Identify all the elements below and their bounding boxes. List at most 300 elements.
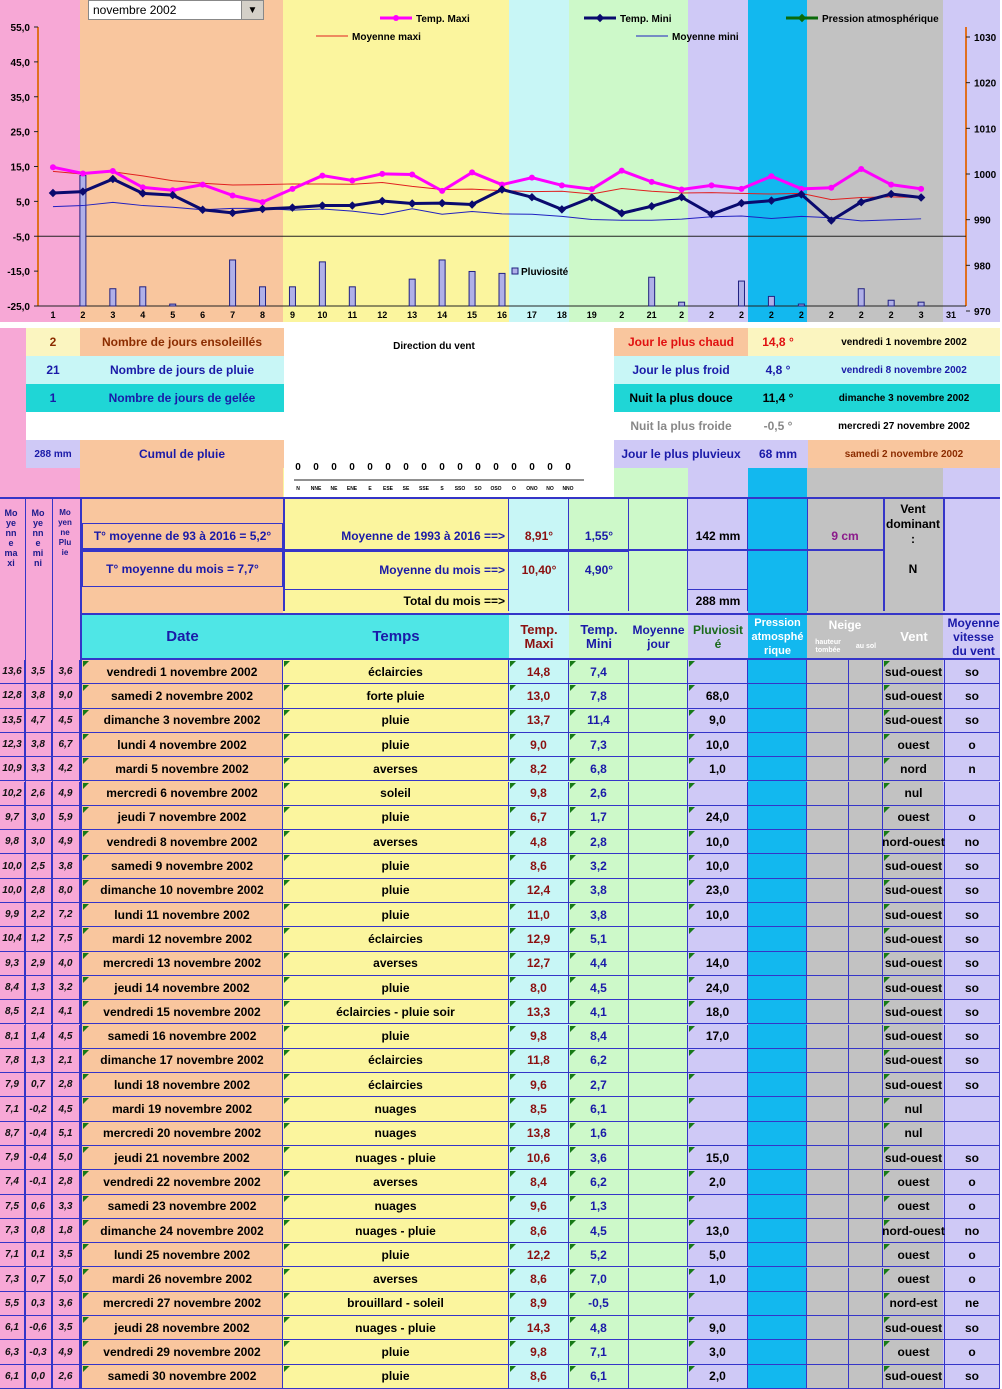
cell-text: no <box>964 834 980 849</box>
cell-nh <box>807 903 849 926</box>
comment-marker <box>570 734 576 740</box>
comment-marker <box>284 661 290 667</box>
cell-text: dimanche 24 novembre 2002 <box>100 1223 264 1238</box>
table-row <box>0 976 1000 1000</box>
wind-count: 0 <box>511 462 517 473</box>
cell-text: brouillard - soleil <box>347 1296 444 1311</box>
cell-text: 6,1 <box>590 1369 607 1384</box>
cell-tmax <box>509 733 569 756</box>
wind-dir-label: SSE <box>418 486 430 492</box>
comment-marker <box>284 1317 290 1323</box>
cell-text: mardi 19 novembre 2002 <box>111 1102 253 1117</box>
cell-pr <box>748 830 807 853</box>
cell-text: jeudi 7 novembre 2002 <box>117 810 247 825</box>
cell-ns <box>849 1000 883 1023</box>
cell-tmax <box>509 952 569 975</box>
cell-mp <box>52 806 80 829</box>
cell-mx <box>0 733 25 756</box>
table-row <box>0 1219 1000 1243</box>
cell-vent <box>883 1219 945 1242</box>
cell-date <box>82 1292 283 1315</box>
cell-text: so <box>964 1029 979 1044</box>
wind-count: 0 <box>547 462 553 473</box>
comment-marker <box>510 1074 516 1080</box>
cell-ns <box>849 733 883 756</box>
comment-marker <box>884 953 890 959</box>
cell-pr <box>748 757 807 780</box>
cell-pr <box>748 1000 807 1023</box>
legend-rain-marker <box>512 268 518 274</box>
cell-pr <box>748 660 807 683</box>
cell-text: 0,7 <box>31 1079 45 1091</box>
wind-dir-label: NO <box>546 486 554 492</box>
comment-marker <box>884 928 890 934</box>
cell-mn <box>25 1146 52 1169</box>
cell-date <box>82 927 283 950</box>
comment-marker <box>570 1244 576 1250</box>
cell-text: sud-ouest <box>884 1029 943 1044</box>
coldest-label: Jour le plus froid <box>614 356 748 384</box>
wind-panel <box>284 328 614 498</box>
comment-marker <box>570 1196 576 1202</box>
cell-text: 13,0 <box>705 1223 730 1238</box>
cell-mx <box>0 1365 25 1388</box>
cell-nh <box>807 1146 849 1169</box>
comment-marker <box>510 1317 516 1323</box>
cell-text: 3,8 <box>590 883 607 898</box>
comment-marker <box>689 1269 695 1275</box>
cell-temps <box>283 854 509 877</box>
cell-nh <box>807 1219 849 1242</box>
cell-mp <box>52 927 80 950</box>
y2-tick-label: 1030 <box>974 33 997 44</box>
cell-ns <box>849 927 883 950</box>
cell-mp <box>52 1316 80 1339</box>
wind-count: 0 <box>439 462 445 473</box>
cell-date <box>82 733 283 756</box>
cell-tmax <box>509 1243 569 1266</box>
cell-nh <box>807 830 849 853</box>
moy93-pluie: 142 mm <box>695 529 741 543</box>
cell-text: 1,4 <box>31 1030 45 1042</box>
cell-pr <box>748 1170 807 1193</box>
cell-mj <box>629 782 688 805</box>
cell-date <box>82 952 283 975</box>
cell-text: 4,5 <box>590 1223 607 1238</box>
cell-text: jeudi 21 novembre 2002 <box>114 1150 250 1165</box>
cell-pl <box>688 952 748 975</box>
cell-text: 13,6 <box>2 666 22 678</box>
cell-mj <box>629 1097 688 1120</box>
cell-text: so <box>964 1004 979 1019</box>
comment-marker <box>284 1220 290 1226</box>
cell-text: so <box>964 1369 979 1384</box>
cell-temps <box>283 733 509 756</box>
legend-label: Temp. Mini <box>620 14 672 25</box>
cell-text: 12,7 <box>526 956 551 971</box>
stat-sunny-label: Nombre de jours ensoleillés <box>80 328 284 356</box>
cell-text: 11,0 <box>527 907 550 922</box>
comment-marker <box>689 807 695 813</box>
cell-pl <box>688 1219 748 1242</box>
cell-pl <box>688 806 748 829</box>
wind-dir-label: S <box>440 486 444 492</box>
cell-text: 2,8 <box>58 1079 73 1091</box>
x-tick-label: 16 <box>496 310 508 320</box>
cell-text: 1,8 <box>58 1225 73 1237</box>
cell-text: ouest <box>897 1247 930 1262</box>
comment-marker <box>284 1147 290 1153</box>
summary-vline2 <box>508 499 509 611</box>
cell-text: 3,6 <box>58 1297 73 1309</box>
tmax-point <box>110 168 116 174</box>
comment-marker <box>689 734 695 740</box>
cell-text: 4,1 <box>58 1006 73 1018</box>
cell-temps <box>283 1268 509 1291</box>
cell-text: 5,0 <box>58 1273 73 1285</box>
cell-ns <box>849 782 883 805</box>
x-tick-label: 12 <box>377 310 388 320</box>
comment-marker <box>510 783 516 789</box>
cell-ns <box>849 709 883 732</box>
cell-ns <box>849 1340 883 1363</box>
cell-text: 6,2 <box>590 1053 607 1068</box>
cell-text: jeudi 28 novembre 2002 <box>114 1320 250 1335</box>
cell-text: mercredi 6 novembre 2002 <box>106 786 258 801</box>
cell-vent <box>883 830 945 853</box>
comment-marker <box>689 1026 695 1032</box>
cell-nh <box>807 660 849 683</box>
cell-nh <box>807 1340 849 1363</box>
legend-label: Pression atmosphérique <box>822 14 939 25</box>
cell-text: 15,0 <box>705 1150 730 1165</box>
cell-pl <box>688 1340 748 1363</box>
cell-pl <box>688 830 748 853</box>
wind-count: 0 <box>403 462 409 473</box>
cell-ns <box>849 1292 883 1315</box>
cell-text: mardi 5 novembre 2002 <box>115 761 249 776</box>
cell-mn <box>25 952 52 975</box>
comment-marker <box>570 1341 576 1347</box>
comment-marker <box>510 1123 516 1129</box>
rain-bar <box>140 287 146 306</box>
cell-text: 7,1 <box>5 1249 19 1261</box>
cell-text: nul <box>904 786 923 801</box>
comment-marker <box>83 661 89 667</box>
wind-dir-label: O <box>512 486 516 492</box>
comment-marker <box>689 1366 695 1372</box>
cell-vit <box>945 757 1000 780</box>
cell-date <box>82 1122 283 1145</box>
cell-text: 3,8 <box>590 907 607 922</box>
cell-date <box>82 854 283 877</box>
cell-mp <box>52 1146 80 1169</box>
cell-text: 0,8 <box>31 1225 45 1237</box>
wind-dir-label: SSO <box>454 486 466 492</box>
cell-text: 5,5 <box>5 1297 19 1309</box>
summary-vline1 <box>283 499 285 611</box>
cell-text: -0,6 <box>29 1322 47 1334</box>
rain-bar <box>439 260 445 306</box>
cell-temps <box>283 830 509 853</box>
cell-mp <box>52 709 80 732</box>
wind-dir-label: ENE <box>346 486 358 492</box>
cell-text: pluie <box>381 859 410 874</box>
cell-pr <box>748 1365 807 1388</box>
comment-marker <box>884 1196 890 1202</box>
cell-tmax <box>509 806 569 829</box>
cell-text: 3,0 <box>31 836 45 848</box>
cell-mn <box>25 1170 52 1193</box>
cell-ns <box>849 806 883 829</box>
tmin-point <box>438 199 446 207</box>
x-tick-label: 3 <box>110 310 116 320</box>
comment-marker <box>83 758 89 764</box>
comment-marker <box>689 1074 695 1080</box>
x-tick-label: 8 <box>260 310 266 320</box>
cell-text: 7,8 <box>5 1054 19 1066</box>
comment-marker <box>570 1026 576 1032</box>
cell-text: ne <box>964 1296 979 1311</box>
cell-text: averses <box>373 761 418 776</box>
table-row <box>0 684 1000 708</box>
cell-text: pluie <box>381 1029 410 1044</box>
stat-frost-label: Nombre de jours de gelée <box>80 384 284 412</box>
tmax-point <box>319 173 325 179</box>
cell-mx <box>0 1170 25 1193</box>
cell-text: pluie <box>381 1369 410 1384</box>
cell-temps <box>283 1195 509 1218</box>
cell-temps <box>283 1122 509 1145</box>
comment-marker <box>510 1098 516 1104</box>
cell-text: dimanche 10 novembre 2002 <box>100 883 264 898</box>
rain-bar <box>768 296 774 306</box>
comment-marker <box>83 1074 89 1080</box>
cell-mp <box>52 1073 80 1096</box>
comment-marker <box>284 1269 290 1275</box>
cell-pr <box>748 1243 807 1266</box>
cell-mx <box>0 1025 25 1048</box>
cell-text: samedi 16 novembre 2002 <box>107 1029 257 1044</box>
cell-mn <box>25 830 52 853</box>
wind-dir-label: SE <box>402 486 410 492</box>
cell-text: 14,0 <box>705 956 730 971</box>
comment-marker <box>510 1171 516 1177</box>
cell-text: sud-ouest <box>884 1150 943 1165</box>
wind-count: 0 <box>457 462 463 473</box>
cell-text: 10,4 <box>2 933 22 945</box>
comment-marker <box>570 1293 576 1299</box>
cell-text: mercredi 20 novembre 2002 <box>102 1126 262 1141</box>
comment-marker <box>284 1098 290 1104</box>
cell-text: mercredi 13 novembre 2002 <box>102 956 262 971</box>
cell-mp <box>52 684 80 707</box>
cell-text: pluie <box>381 1345 410 1360</box>
comment-marker <box>570 783 576 789</box>
table-row <box>0 709 1000 733</box>
cell-tmin <box>569 1097 629 1120</box>
comment-marker <box>510 1147 516 1153</box>
cell-text: 4,9 <box>58 836 73 848</box>
table-row <box>0 854 1000 878</box>
comment-marker <box>570 1001 576 1007</box>
cell-mj <box>629 952 688 975</box>
cell-text: 8,4 <box>590 1029 607 1044</box>
cell-mn <box>25 927 52 950</box>
summary-vline5 <box>687 499 688 611</box>
table-row <box>0 1097 1000 1121</box>
cell-ns <box>849 1122 883 1145</box>
cell-temps <box>283 709 509 732</box>
chevron-down-icon[interactable]: ▼ <box>241 1 263 19</box>
cell-date <box>82 879 283 902</box>
tmax-point <box>80 170 86 176</box>
cell-vent <box>883 1097 945 1120</box>
cell-vit <box>945 684 1000 707</box>
cell-text: nuages - pluie <box>355 1320 436 1335</box>
comment-marker <box>689 1098 695 1104</box>
comment-marker <box>570 1269 576 1275</box>
cell-text: 5,1 <box>590 931 607 946</box>
cell-text: nord-ouest <box>882 1223 945 1238</box>
cell-text: 8,6 <box>530 859 547 874</box>
cell-tmin <box>569 1195 629 1218</box>
cell-pl <box>688 1000 748 1023</box>
cell-pl <box>688 684 748 707</box>
cell-text: sud-ouest <box>884 931 943 946</box>
cell-text: ouest <box>897 1272 930 1287</box>
cell-mj <box>629 927 688 950</box>
header-au-sol: au sol <box>855 643 877 650</box>
table-row <box>0 1073 1000 1097</box>
cell-nh <box>807 1268 849 1291</box>
cell-text: 7,1 <box>590 1345 607 1360</box>
cell-date <box>82 1025 283 1048</box>
tmax-point <box>918 186 924 192</box>
wind-dir-label: NNE <box>310 486 322 492</box>
hottest-value: 14,8 ° <box>748 328 808 356</box>
comment-marker <box>83 1293 89 1299</box>
comment-marker <box>884 1147 890 1153</box>
cell-mn <box>25 806 52 829</box>
cell-ns <box>849 830 883 853</box>
cell-mp <box>52 1219 80 1242</box>
comment-marker <box>510 1196 516 1202</box>
cell-text: -0,1 <box>29 1176 47 1188</box>
comment-marker <box>284 1366 290 1372</box>
cell-text: 9,9 <box>5 909 19 921</box>
comment-marker <box>884 1098 890 1104</box>
comment-marker <box>570 1317 576 1323</box>
cell-ns <box>849 879 883 902</box>
cell-text: averses <box>373 834 418 849</box>
cell-nh <box>807 806 849 829</box>
cell-tmin <box>569 757 629 780</box>
comment-marker <box>510 1220 516 1226</box>
month-select[interactable] <box>88 0 264 20</box>
cell-text: 2,5 <box>31 860 45 872</box>
cell-nh <box>807 1195 849 1218</box>
cell-text: dimanche 17 novembre 2002 <box>100 1053 264 1068</box>
comment-marker <box>884 685 890 691</box>
cell-text: 2,2 <box>31 909 45 921</box>
cell-mj <box>629 1025 688 1048</box>
comment-marker <box>510 904 516 910</box>
cell-mn <box>25 976 52 999</box>
cell-mx <box>0 854 25 877</box>
cell-mj <box>629 1146 688 1169</box>
cell-vit <box>945 1219 1000 1242</box>
cell-pr <box>748 1316 807 1339</box>
comment-marker <box>689 831 695 837</box>
cell-temps <box>283 757 509 780</box>
cell-vit <box>945 927 1000 950</box>
cell-text: 2,7 <box>590 1077 607 1092</box>
wind-count: 0 <box>295 462 301 473</box>
cell-tmax <box>509 1097 569 1120</box>
table-row <box>0 927 1000 951</box>
cell-mj <box>629 830 688 853</box>
comment-marker <box>284 685 290 691</box>
cell-text: 2,1 <box>31 1006 45 1018</box>
cell-tmin <box>569 806 629 829</box>
comment-marker <box>884 710 890 716</box>
cell-vit <box>945 1073 1000 1096</box>
cell-mx <box>0 1316 25 1339</box>
comment-marker <box>689 1341 695 1347</box>
cell-text: 7,9 <box>5 1152 19 1164</box>
cell-text: 1,2 <box>31 933 45 945</box>
cell-pl <box>688 976 748 999</box>
y-tick-label: 15,0 <box>10 162 30 174</box>
cell-text: 2,0 <box>709 1174 726 1189</box>
cell-text: pluie <box>381 883 410 898</box>
cell-vit <box>945 1340 1000 1363</box>
cell-text: o <box>968 1199 976 1214</box>
comment-marker <box>884 1269 890 1275</box>
table-row <box>0 1146 1000 1170</box>
cell-text: pluie <box>381 980 410 995</box>
cell-text: 3,2 <box>590 859 607 874</box>
cell-nh <box>807 1243 849 1266</box>
y2-tick-label: 1020 <box>974 78 997 90</box>
cell-text: 7,4 <box>590 664 607 679</box>
cell-mp <box>52 879 80 902</box>
cell-text: 0,1 <box>31 1249 45 1261</box>
vent-dom-label: Vent dominant : <box>883 499 943 549</box>
cell-pr <box>748 684 807 707</box>
comment-marker <box>510 880 516 886</box>
cell-tmin <box>569 1073 629 1096</box>
cell-text: so <box>964 688 979 703</box>
cell-vit <box>945 1292 1000 1315</box>
cell-vent <box>883 879 945 902</box>
cell-text: 10,0 <box>705 907 730 922</box>
y2-tick-label: 1010 <box>974 124 997 136</box>
cell-text: nuages <box>374 1126 417 1141</box>
coldest-night-value: -0,5 ° <box>748 412 808 440</box>
comment-marker <box>284 734 290 740</box>
x-tick-label: 1 <box>50 310 56 320</box>
comment-marker <box>284 710 290 716</box>
cell-text: 3,8 <box>31 690 45 702</box>
x-tick-label: 3 <box>918 310 924 320</box>
cell-text: 1,3 <box>31 1054 45 1066</box>
x-tick-label: 7 <box>230 310 236 320</box>
cell-text: 4,5 <box>58 714 73 726</box>
rain-bar <box>319 262 325 306</box>
cell-text: éclaircies <box>368 931 423 946</box>
